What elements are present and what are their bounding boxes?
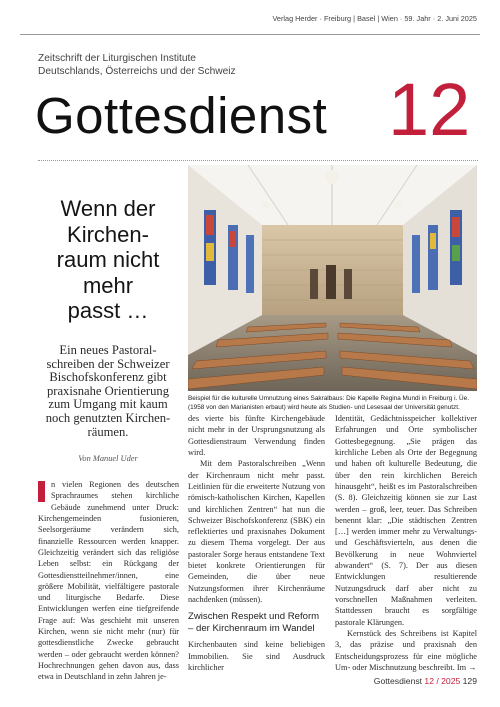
top-rule xyxy=(20,34,480,35)
paragraph xyxy=(335,628,477,673)
subtitle-line-2: Deutschlands, Österreichs und der Schweiz xyxy=(38,66,236,78)
photo-caption: Beispiel für die kulturelle Umnutzung eines Sakralbaus: Die Kapelle Regina Mundi in Freiburg i. Üe. (1958 von den Marianisten erbaut) wird heute als Studien- und Lesesaal der Universität genutzt. xyxy=(188,395,469,411)
paragraph: n vielen Regionen des deutschen Sprachraumes stehen kirchliche Gebäude zunehmend unter Druck: Kirchengemeinden fusionieren, Seelsorgeräume verändern sich, finanzielle Ressourcen werden knapper. Gleichzeitig verändert sich das religiöse Leben selbst: ein Rückgang der Gottesdienstteilnehmer/innen, eine größere Mobilität, vielfältigere pastorale und liturgische Bedarfe. Diese Entwicklungen werfen eine tiefgreifende Frage auf: Was geschieht mit unseren Kirchen, wenn sie nicht mehr (nur) für gottesdienstliche Zwecke gebraucht werden – oder gebraucht werden können? Hochrechnungen gehen davon aus, dass etwa in Deutschland in zehn Jahren je- xyxy=(38,480,179,682)
issue-number: 12 xyxy=(388,68,471,151)
paragraph: Mit dem Pastoralschreiben „Wenn der Kirchenraum nicht mehr passt. Leitlinien für die erweiterte Nutzung von römisch-katholischen Kirchen, Kapellen und kirchlichen Zentren“ hat nun die Schweizer Bischofskonferenz (SBK) ein reflektiertes und praxisnahes Dokument zu diesem Thema vorgelegt. Der aus pastoraler Sorge heraus entstandene Text bietet konkrete Orientierungen für Gemeinden, die über neue Nutzungsformen ihrer Kirchenräume nachdenken (müssen). xyxy=(188,459,325,604)
article-byline: Von Manuel Uder xyxy=(78,454,138,463)
continue-arrow-icon: → xyxy=(468,662,477,672)
article-title xyxy=(38,196,178,324)
body-column-3 xyxy=(335,413,477,673)
article-title-line-1: Wenn der xyxy=(60,196,156,221)
paragraph-text: Kernstück des Schreibens ist Kapitel 3, das präzise und praxisnah den Entscheidungsprozess für eine mögliche Um- oder Mischnutzung beschreibt. Im xyxy=(335,628,477,672)
subtitle-line-1: Zeitschrift der Liturgischen Institute xyxy=(38,53,196,64)
article-title-line-3: raum nicht xyxy=(56,247,160,272)
article-photo xyxy=(188,165,477,391)
dotted-divider xyxy=(38,160,478,161)
page-number: 129 xyxy=(462,676,477,686)
publisher-line: Verlag Herder · Freiburg | Basel | Wien · 59. Jahr · 2. Juni 2025 xyxy=(272,14,477,23)
body-column-2 xyxy=(188,413,325,673)
footer-magazine: Gottesdienst xyxy=(373,676,423,686)
article-title-line-2: Kirchen- xyxy=(67,221,149,247)
article-title-line-4: mehr xyxy=(82,272,134,298)
journal-subtitle xyxy=(38,52,338,78)
page-footer xyxy=(300,676,477,686)
section-heading: Zwischen Respekt und Reform – der Kirchenraum im Wandel xyxy=(188,611,320,635)
drop-cap-mark xyxy=(38,481,45,502)
paragraph: des vierte bis fünfte Kirchengebäude nicht mehr in der Ursprungsnutzung als Gottesdienstraum Verwendung finden wird. xyxy=(188,414,325,457)
article-title-line-5: passt … xyxy=(67,298,149,323)
masthead-title: Gottesdienst xyxy=(35,87,328,144)
paragraph: Kirchenbauten sind keine beliebigen Immobilien. Sie sind Ausdruck kirchlicher xyxy=(188,640,325,672)
body-column-1 xyxy=(38,479,179,683)
article-lead: Ein neues Pastoral-schreiben der Schweizer Bischofskonferenz gibt praxisnahe Orientierung zum Umgang mit kaum noch genutzten Kirchen-räumen. xyxy=(45,343,171,439)
chapel-photo-illustration xyxy=(188,165,477,391)
footer-issue: 12 / 2025 xyxy=(424,676,461,686)
paragraph: Identität, Gedächtnisspeicher kollektiver Erfahrungen und Orte symbolischer Gottesbegegnung. „Sie prägen das kirchliche Leben als Orte der Begegnung und haben oft kulturelle Bedeutung, die über den rein kirchlichen Bereich hinausgeht“, heißt es im Pastoralschreiben (S. 8). Gleichzeitig können sie zur Last werden – groß, leer, teuer. Das Schreiben benennt klar: „Die städtischen Zentren […] werden immer mehr zu Verwaltungs- und Geschäftsvierteln, aus denen die Bevölkerung in neue Wohnviertel abwandert“ (S. 7). Der aus diesen Entwicklungen resultierende Nutzungsdruck darf aber nicht zu vorschnellen Maßnahmen verleiten. Stattdessen braucht es sorgfältige pastorale Klärungen. xyxy=(335,414,477,627)
